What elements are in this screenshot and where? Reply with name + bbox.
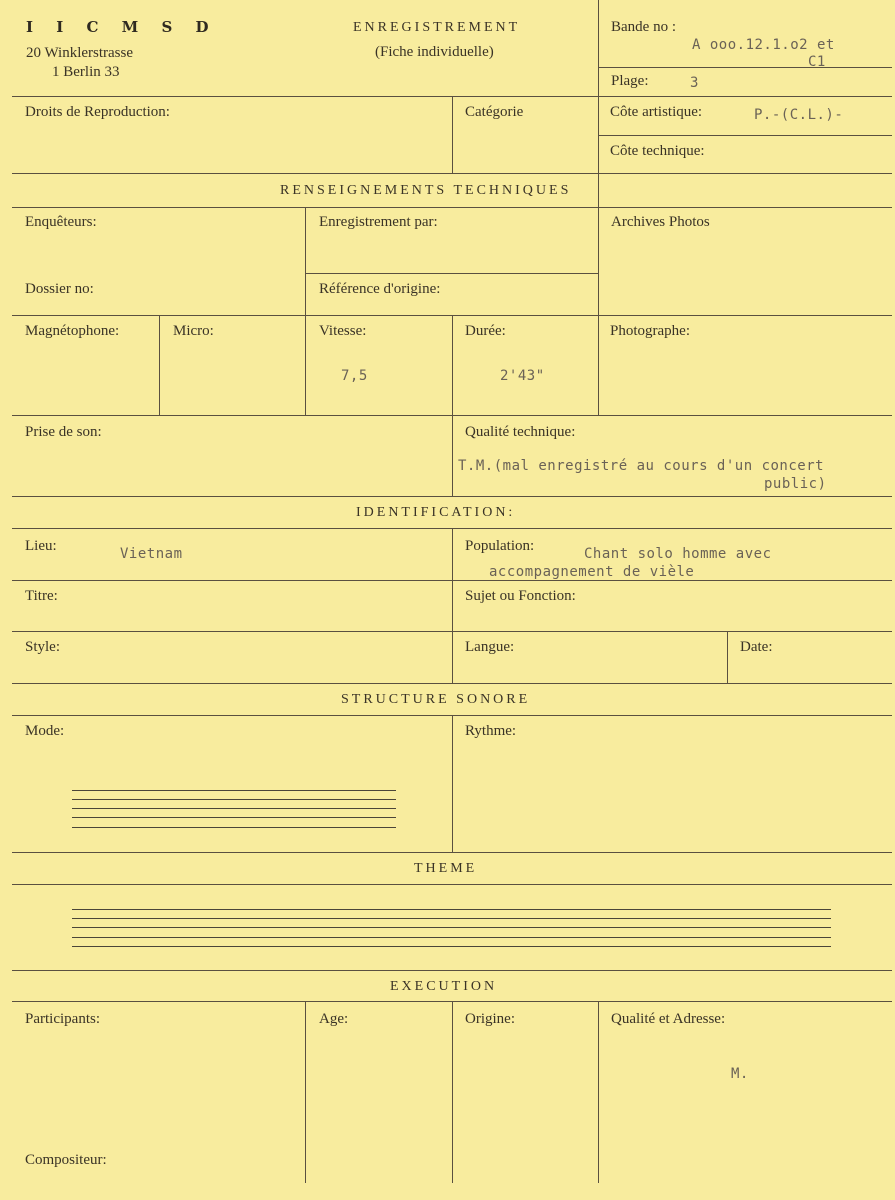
langue-label: Langue: — [465, 639, 515, 655]
section-title-execution: EXECUTION — [390, 979, 498, 994]
compositeur-label: Compositeur: — [25, 1152, 107, 1168]
mode-label: Mode: — [25, 723, 65, 739]
prise-de-son-label: Prise de son: — [25, 424, 102, 440]
rule-enreg-ref — [305, 273, 598, 274]
rule-v-age — [305, 1001, 306, 1183]
population-value: Chant solo homme avec — [584, 546, 772, 562]
cote-artistique-value: P.-(C.L.)- — [754, 107, 844, 123]
plage-label: Plage: — [611, 73, 649, 89]
address-city: 1 Berlin 33 — [52, 64, 120, 80]
population-value-continued: accompagnement de vièle — [489, 564, 695, 580]
cote-technique-label: Côte technique: — [610, 143, 705, 159]
qualite-technique-value-continued: public) — [764, 476, 827, 492]
qualite-adresse-label: Qualité et Adresse: — [611, 1011, 726, 1027]
archives-photos-label: Archives Photos — [611, 214, 710, 230]
vitesse-value: 7,5 — [341, 368, 368, 384]
rule-v-ident — [452, 528, 453, 683]
rule-v-rythme — [452, 715, 453, 852]
form-title: ENREGISTREMENT — [353, 20, 521, 35]
rule-theme-title-bottom — [12, 884, 892, 885]
section-title-technical: RENSEIGNEMENTS TECHNIQUES — [280, 183, 572, 198]
mode-staff-line — [72, 817, 396, 818]
qualite-adresse-value: M. — [731, 1066, 749, 1082]
rule-v-qualite — [452, 415, 453, 496]
rule-mode-bottom — [12, 852, 892, 853]
rule-v-qualite-adresse — [598, 1001, 599, 1183]
enqueteurs-label: Enquêteurs: — [25, 214, 97, 230]
address-street: 20 Winklerstrasse — [26, 45, 134, 61]
enregistrement-par-label: Enregistrement par: — [319, 214, 438, 230]
theme-staff-line — [72, 909, 831, 910]
rule-v-enqueteurs — [305, 207, 306, 415]
rule-tech-title-bottom — [12, 207, 892, 208]
mode-staff-line — [72, 808, 396, 809]
mode-staff-line — [72, 790, 396, 791]
origine-label: Origine: — [465, 1011, 515, 1027]
section-title-theme: THEME — [414, 861, 478, 876]
style-label: Style: — [25, 639, 61, 655]
theme-staff-line — [72, 946, 831, 947]
rule-theme-bottom — [12, 970, 892, 971]
rule-v-micro — [159, 315, 160, 415]
rule-v-header — [598, 0, 599, 415]
rule-style-bottom — [12, 683, 892, 684]
mode-staff-line — [72, 799, 396, 800]
plage-value: 3 — [690, 75, 699, 91]
rule-bande-plage — [598, 67, 892, 68]
qualite-technique-label: Qualité technique: — [465, 424, 576, 440]
rule-v-origine — [452, 1001, 453, 1183]
mode-staff-line — [72, 827, 396, 828]
rule-v-date — [727, 631, 728, 683]
bande-value: A ooo.12.1.o2 et — [692, 37, 835, 53]
bande-label: Bande no : — [611, 19, 676, 35]
date-label: Date: — [740, 639, 773, 655]
micro-label: Micro: — [173, 323, 214, 339]
rule-v-categorie — [452, 96, 453, 173]
theme-staff-line — [72, 918, 831, 919]
institute-logo: I I C M S D — [26, 18, 218, 36]
rule-prise-bottom — [12, 496, 892, 497]
lieu-value: Vietnam — [120, 546, 183, 562]
duree-value: 2'43" — [500, 368, 545, 384]
dossier-label: Dossier no: — [25, 281, 94, 297]
vitesse-label: Vitesse: — [319, 323, 367, 339]
rythme-label: Rythme: — [465, 723, 517, 739]
section-title-structure: STRUCTURE SONORE — [341, 692, 531, 707]
cote-artistique-label: Côte artistique: — [610, 104, 703, 120]
droits-label: Droits de Reproduction: — [25, 104, 170, 120]
section-title-identification: IDENTIFICATION: — [356, 505, 516, 520]
magnetophone-label: Magnétophone: — [25, 323, 120, 339]
qualite-technique-value: T.M.(mal enregistré au cours d'un concert — [458, 458, 825, 474]
theme-staff-line — [72, 927, 831, 928]
duree-label: Durée: — [465, 323, 506, 339]
form-subtitle: (Fiche individuelle) — [375, 44, 494, 60]
reference-label: Référence d'origine: — [319, 281, 441, 297]
age-label: Age: — [319, 1011, 349, 1027]
theme-staff-line — [72, 937, 831, 938]
participants-label: Participants: — [25, 1011, 100, 1027]
photographe-label: Photographe: — [610, 323, 690, 339]
population-label: Population: — [465, 538, 535, 554]
rule-v-duree — [452, 315, 453, 415]
sujet-fonction-label: Sujet ou Fonction: — [465, 588, 576, 604]
rule-cote-split — [598, 135, 892, 136]
lieu-label: Lieu: — [25, 538, 57, 554]
categorie-label: Catégorie — [465, 104, 524, 120]
bande-value-continued: C1 — [808, 54, 826, 70]
titre-label: Titre: — [25, 588, 58, 604]
rule-rights-bottom — [12, 173, 892, 174]
